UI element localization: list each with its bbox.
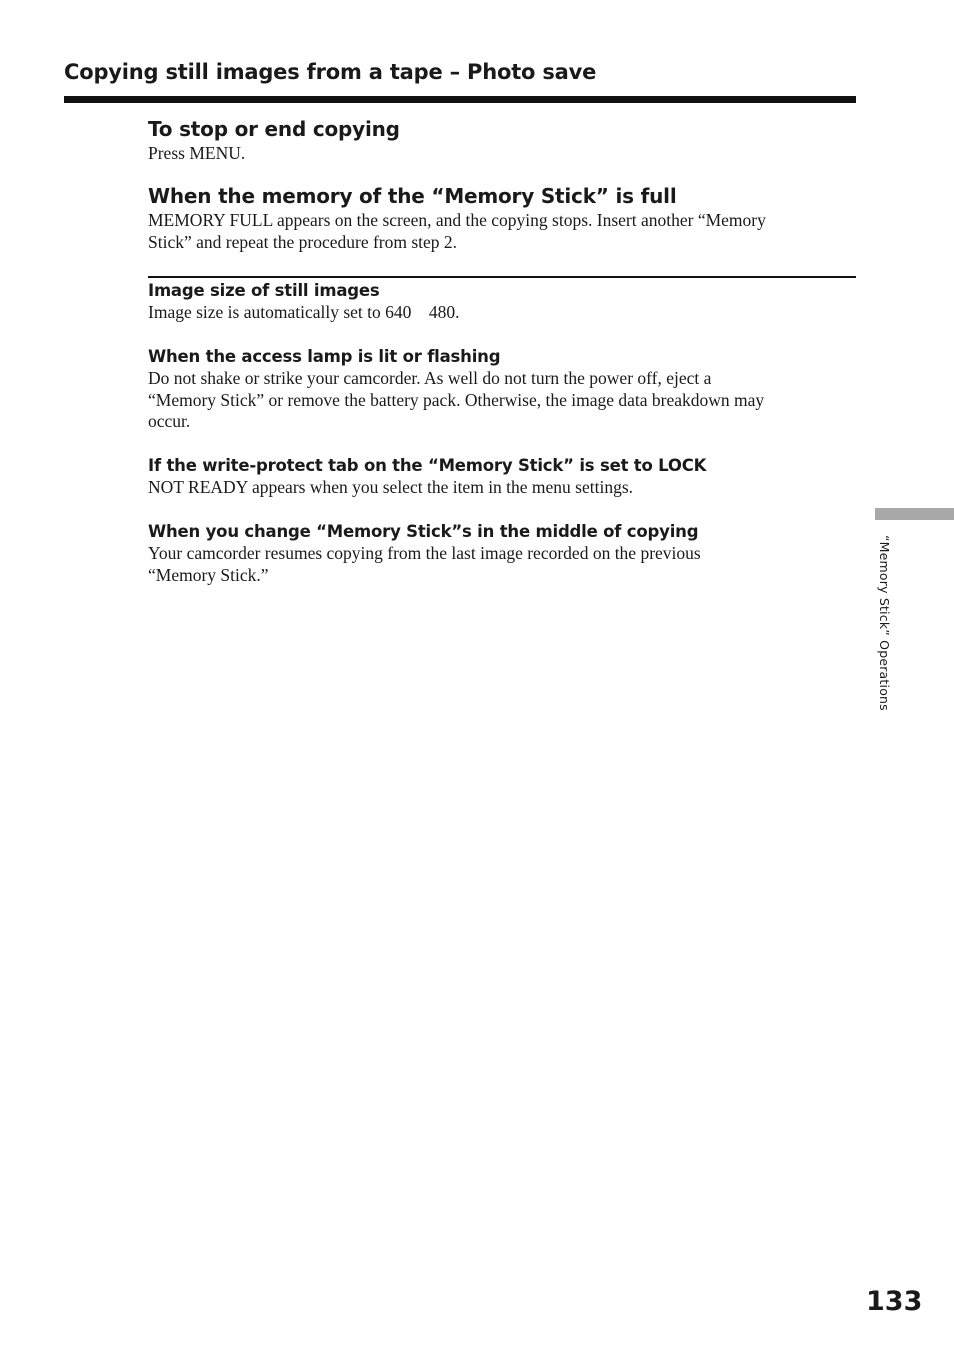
note-write-protect [148, 455, 858, 499]
notes-divider [148, 276, 856, 278]
page-header-title: Copying still images from a tape – Photo save [64, 60, 597, 84]
note-body-line: “Memory Stick” or remove the battery pack. Otherwise, the image data breakdown may [148, 389, 765, 410]
note-heading: If the write-protect tab on the “Memory Stick” is set to LOCK [148, 456, 707, 475]
note-heading: When the access lamp is lit or flashing [148, 347, 501, 366]
header-rule [64, 96, 856, 103]
note-heading: Image size of still images [148, 281, 380, 300]
note-body-line: Do not shake or strike your camcorder. As well do not turn the power off, eject a [148, 368, 712, 388]
section-body-line: Stick” and repeat the procedure from step 2. [148, 231, 458, 252]
chapter-tab [875, 508, 954, 520]
section-memory-full [148, 184, 858, 253]
chapter-side-label: “Memory Stick” Operations [877, 535, 892, 711]
note-access-lamp [148, 346, 858, 433]
note-heading: When you change “Memory Stick”s in the middle of copying [148, 522, 699, 541]
note-image-size [148, 280, 858, 324]
note-body: Image size is automatically set to 640 480. [148, 302, 460, 322]
note-body-line: Your camcorder resumes copying from the last image recorded on the previous [148, 543, 701, 563]
note-body-line: “Memory Stick.” [148, 564, 269, 585]
section-heading: When the memory of the “Memory Stick” is full [148, 184, 677, 208]
section-body: Press MENU. [148, 143, 246, 163]
note-body-line: occur. [148, 411, 191, 431]
section-heading: To stop or end copying [148, 117, 400, 141]
note-body: NOT READY appears when you select the item in the menu settings. [148, 477, 634, 497]
note-change-memory-stick [148, 521, 858, 586]
section-body-line: MEMORY FULL appears on the screen, and the copying stops. Insert another “Memory [148, 210, 766, 230]
page-number: 133 [866, 1286, 923, 1317]
section-stop-copying [148, 117, 858, 165]
